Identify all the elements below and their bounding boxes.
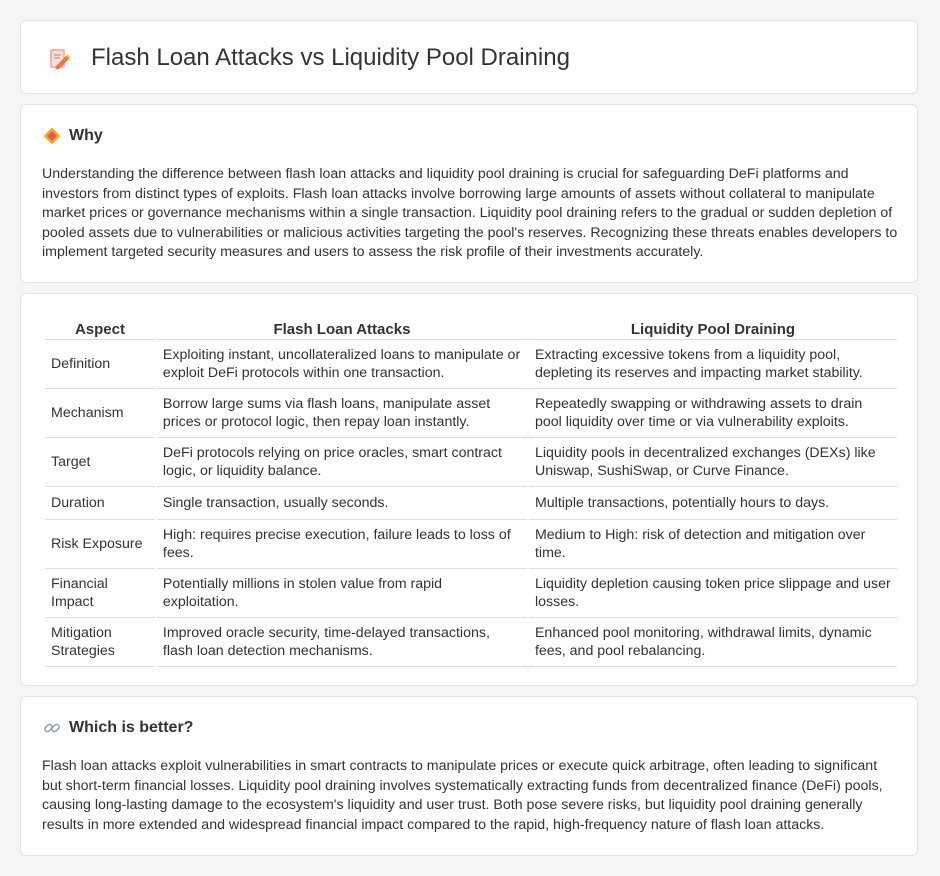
which-better-section [20,696,918,856]
better-heading: Which is better? [69,719,194,736]
page-title: Flash Loan Attacks vs Liquidity Pool Draining [91,44,570,71]
why-heading: Why [69,127,103,144]
row-aspect: Mechanism [45,389,155,438]
row-flash-loan: High: requires precise execution, failure leads to loss of fees. [157,520,527,569]
diamond-sign-icon [43,127,61,145]
table-row [45,487,897,520]
why-text: Understanding the difference between flash loan attacks and liquidity pool draining is crucial for safeguarding DeFi platforms and investors from distinct types of exploits. Flash loan attacks involve borrowing large amounts of assets without collateral to manipulate market prices or governance mechanisms within a single transaction. Liquidity pool draining refers to the gradual or sudden depletion of pooled assets due to vulnerabilities or malicious activities targeting the pool's reserves. Recognizing these threats enables developers to implement targeted security measures and users to assess the risk profile of their investments accurately. [42,166,898,261]
table-row [45,340,897,389]
row-flash-loan: Borrow large sums via flash loans, manipulate asset prices or protocol logic, then repay loan instantly. [157,389,527,438]
header-flash-loan: Flash Loan Attacks [157,314,527,340]
why-header [43,127,103,145]
row-aspect: Risk Exposure [45,520,155,569]
row-pool-draining: Multiple transactions, potentially hours to days. [529,487,897,520]
better-header [43,719,193,737]
row-flash-loan: Potentially millions in stolen value from rapid exploitation. [157,569,527,618]
table-header-row [45,314,897,340]
row-aspect: Definition [45,340,155,389]
row-flash-loan: DeFi protocols relying on price oracles, smart contract logic, or liquidity balance. [157,438,527,487]
row-pool-draining: Liquidity pools in decentralized exchanges (DEXs) like Uniswap, SushiSwap, or Curve Finance. [529,438,897,487]
link-icon [43,719,61,737]
comparison-section [20,293,918,686]
row-aspect: Duration [45,487,155,520]
row-flash-loan: Improved oracle security, time-delayed transactions, flash loan detection mechanisms. [157,618,527,667]
header-aspect: Aspect [45,314,155,340]
row-pool-draining: Medium to High: risk of detection and mitigation over time. [529,520,897,569]
table-row [45,618,897,667]
row-pool-draining: Enhanced pool monitoring, withdrawal limits, dynamic fees, and pool rebalancing. [529,618,897,667]
row-pool-draining: Extracting excessive tokens from a liquidity pool, depleting its reserves and impacting market stability. [529,340,897,389]
header-pool-draining: Liquidity Pool Draining [529,314,897,340]
table-row [45,569,897,618]
row-aspect: Financial Impact [45,569,155,618]
table-row [45,438,897,487]
row-flash-loan: Single transaction, usually seconds. [157,487,527,520]
comparison-table [43,314,899,667]
row-pool-draining: Repeatedly swapping or withdrawing assets to drain pool liquidity over time or via vulnerability exploits. [529,389,897,438]
better-text: Flash loan attacks exploit vulnerabilities in smart contracts to manipulate prices or execute quick arbitrage, often leading to significant but short-term financial losses. Liquidity pool draining involves systematically extracting funds from decentralized finance (DeFi) pools, causing long-lasting damage to the ecosystem's liquidity and user trust. Both pose severe risks, but liquidity pool draining generally results in more extended and widespread financial impact compared to the rapid, high-frequency nature of flash loan attacks. [42,758,883,833]
document-pencil-icon [47,47,71,71]
row-aspect: Mitigation Strategies [45,618,155,667]
table-row [45,520,897,569]
why-section [20,104,918,283]
title-card [20,20,918,94]
row-aspect: Target [45,438,155,487]
row-flash-loan: Exploiting instant, uncollateralized loans to manipulate or exploit DeFi protocols within one transaction. [157,340,527,389]
row-pool-draining: Liquidity depletion causing token price slippage and user losses. [529,569,897,618]
table-row [45,389,897,438]
